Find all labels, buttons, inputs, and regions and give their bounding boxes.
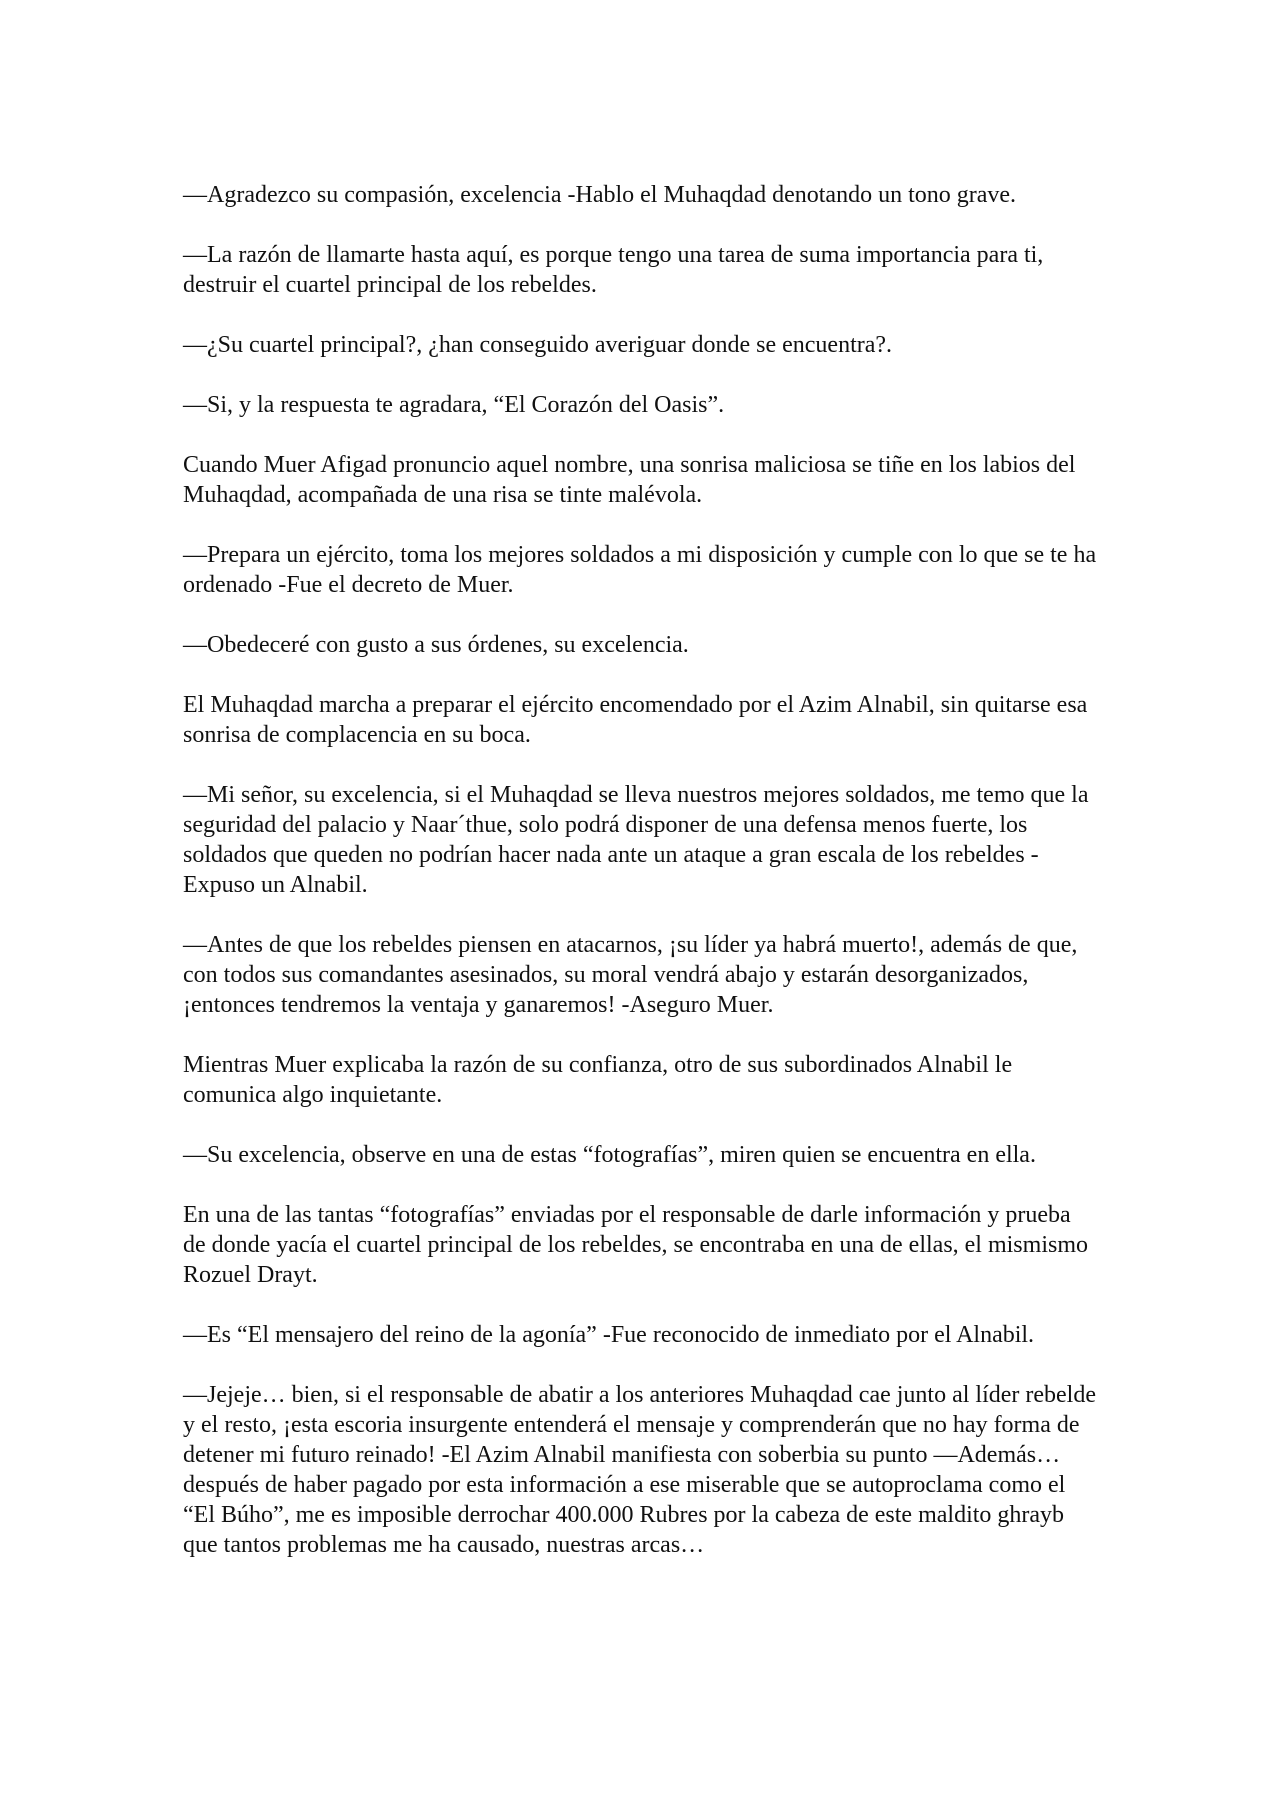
paragraph-13: En una de las tantas “fotografías” enviadas por el responsable de darle información y prueba de donde yacía el cuartel principal de los rebeldes, se encontraba en una de ellas, el mismismo Rozuel Drayt. <box>183 1202 1088 1288</box>
paragraph-8: El Muhaqdad marcha a preparar el ejército encomendado por el Azim Alnabil, sin quitarse esa sonrisa de complacencia en su boca. <box>183 692 1088 748</box>
paragraph-3: —¿Su cuartel principal?, ¿han conseguido averiguar donde se encuentra?. <box>183 332 893 358</box>
paragraph-4: —Si, y la respuesta te agradara, “El Corazón del Oasis”. <box>183 392 725 418</box>
paragraph-1: —Agradezco su compasión, excelencia -Hablo el Muhaqdad denotando un tono grave. <box>183 182 1017 208</box>
paragraph-2: —La razón de llamarte hasta aquí, es porque tengo una tarea de suma importancia para ti, destruir el cuartel principal de los rebeldes. <box>183 242 1044 298</box>
paragraph-7: —Obedeceré con gusto a sus órdenes, su excelencia. <box>183 632 689 658</box>
paragraph-15: —Jejeje… bien, si el responsable de abatir a los anteriores Muhaqdad cae junto al líder rebelde y el resto, ¡esta escoria insurgente entenderá el mensaje y comprenderán que no hay forma de detener mi futuro reinado! -El Azim Alnabil manifiesta con soberbia su punto —Además… después de haber pagado por esta información a ese miserable que se autoproclama como el “El Búho”, me es imposible derrochar 400.000 Rubres por la cabeza de este maldito ghrayb que tantos problemas me ha causado, nuestras arcas… <box>183 1382 1096 1558</box>
paragraph-5: Cuando Muer Afigad pronuncio aquel nombre, una sonrisa maliciosa se tiñe en los labios del Muhaqdad, acompañada de una risa se tinte malévola. <box>183 452 1076 508</box>
document-body <box>183 180 1098 1590</box>
paragraph-11: Mientras Muer explicaba la razón de su confianza, otro de sus subordinados Alnabil le comunica algo inquietante. <box>183 1052 1013 1108</box>
paragraph-10: —Antes de que los rebeldes piensen en atacarnos, ¡su líder ya habrá muerto!, además de que, con todos sus comandantes asesinados, su moral vendrá abajo y estarán desorganizados, ¡entonces tendremos la ventaja y ganaremos! -Aseguro Muer. <box>183 932 1078 1018</box>
paragraph-12: —Su excelencia, observe en una de estas “fotografías”, miren quien se encuentra en ella. <box>183 1142 1036 1168</box>
paragraph-6: —Prepara un ejército, toma los mejores soldados a mi disposición y cumple con lo que se te ha ordenado -Fue el decreto de Muer. <box>183 542 1097 598</box>
paragraph-9: —Mi señor, su excelencia, si el Muhaqdad se lleva nuestros mejores soldados, me temo que la seguridad del palacio y Naar´thue, solo podrá disponer de una defensa menos fuerte, los soldados que queden no podrían hacer nada ante un ataque a gran escala de los rebeldes -Expuso un Alnabil. <box>183 782 1089 898</box>
paragraph-14: —Es “El mensajero del reino de la agonía” -Fue reconocido de inmediato por el Alnabil. <box>183 1322 1035 1348</box>
